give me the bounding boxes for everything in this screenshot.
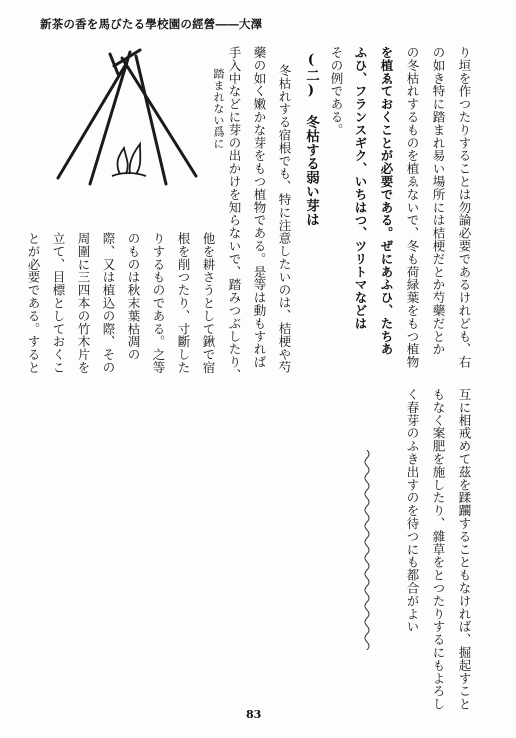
page-number: 83 xyxy=(246,708,262,721)
paragraph-1-line-6: その例である。 xyxy=(329,46,344,137)
paragraph-3-line-3: りするものである。之等 xyxy=(151,232,166,374)
wavy-divider xyxy=(361,450,373,650)
paragraph-4-line-2: もなく案肥を施したり、雜草をとつたりするにもよろし xyxy=(431,388,446,711)
running-head: 新茶の香を馬びたる學校園の經營――大澤 xyxy=(40,17,263,31)
paragraph-2-line-1: 冬枯れする宿根でも、特に注意したいのは、桔梗や芍 xyxy=(277,64,292,374)
figure-caption: 踏まれない爲に xyxy=(212,68,225,150)
paragraph-2-line-2: 藥の如く嫩かな芽をもつ植物である。是等は動もすれば xyxy=(252,46,267,369)
paragraph-3-line-7: 立て、目標としておくこ xyxy=(51,232,66,374)
paragraph-3-line-1: 他を耕さうとして鍬で宿 xyxy=(201,232,216,374)
paragraph-1-line-1: り垣を作つたりすることは勿論必要であるけれども、右 xyxy=(457,46,472,369)
paragraph-2-line-3: 手入中などに芽の出かけを知らないで、踏みつぶしたり、 xyxy=(227,46,242,382)
paragraph-4-line-3: く春芽のふき出すのを待つにも都合がよい xyxy=(405,388,420,634)
paragraph-4-line-1: 互に相戒めて茲を蹂躙することもなければ、掘起すこと xyxy=(457,388,472,711)
section-heading: (二) 冬枯する弱い芽は xyxy=(303,52,319,227)
paragraph-1-line-4: を植ゑておくことが必要である。ぜにあふひ、たちあ xyxy=(379,46,394,356)
paragraph-3-line-5: 際、又は植込の際、その xyxy=(101,232,116,374)
paragraph-1-line-2: の如き特に踏まれ易い場所には桔梗だとか芍藥だとか xyxy=(431,46,446,356)
paragraph-1-line-3: の冬枯れするものを植ゑないで、冬も荷緑葉をもつ植物 xyxy=(405,46,420,369)
paragraph-3-line-4: のものは秋末葉枯凋の xyxy=(126,232,141,361)
paragraph-1-line-5: ふひ、フランスギク、いちはつ、ツリトマなどは xyxy=(353,46,368,330)
paragraph-3-line-6: 周圍に三四本の竹木片を xyxy=(76,232,91,374)
paragraph-3-line-2: 根を削つたり、寸斷した xyxy=(176,232,191,374)
paragraph-3-line-8: とが必要である。すると xyxy=(26,232,41,374)
figure-bamboo-stakes-illustration xyxy=(48,44,208,194)
